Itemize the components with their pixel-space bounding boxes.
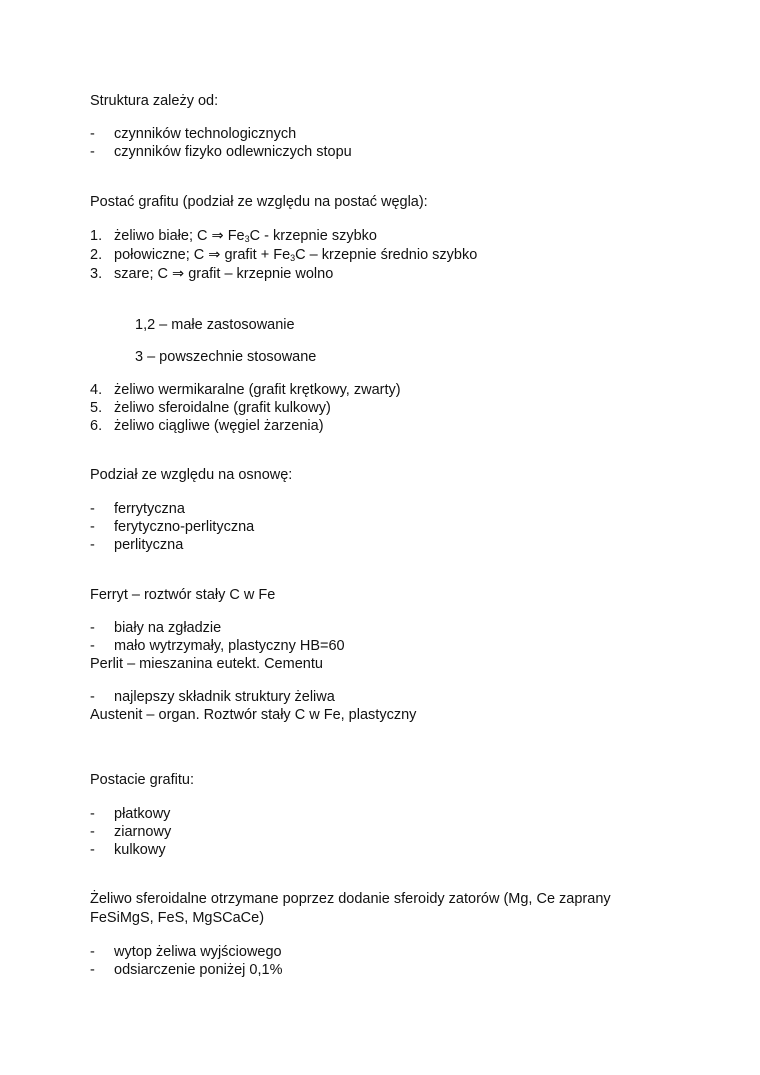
note-line: 1,2 – małe zastosowanie [135,317,295,333]
note-line: 3 – powszechnie stosowane [135,349,317,365]
paragraph-zeliwo-sferoidalne-cont: FeSiMgS, FeS, MgSCaCe) [90,910,265,926]
document-page: Struktura zależy od: - czynników technologicznych - czynników fizyko odlewniczych stopu Postać grafitu (podział ze względu na postać węgla): 1. żeliwo białe; C ⇒ $Fe_3C$ - krzepnie szybko 2. połowiczne; C ⇒ grafit + $Fe_3C$ – krzepnie średnio szybko 3. szare; C ⇒ grafit – krzepnie wolno 1,2 – małe zastosowanie 3 – powszechnie stosowane 4. żeliwo wermikaralne (grafit krętkowy, zwarty) 5. żeliwo sferoidalne (grafit kulkowy) 6. żeliwo ciągliwe (węgiel żarzenia) Podział ze względu na osnowę: - ferrytyczna - ferytyczno-perlityczna - perlityczna Ferryt – roztwór stały C w Fe - biały na zgładzie - mało wytrzymały, plastyczny HB=60 Perlit – mieszanina eutekt. Cementu - najlepszy składnik struktury żeliwa Austenit – organ. Roztwór stały C w Fe, plastyczny Postacie grafitu: - płatkowy - ziarnowy - kulkowy Żeliwo sferoidalne otrzymane poprzez dodanie sferoidy zatorów (Mg, Ce zaprany FeSiMgS, FeS, MgSCaCe) - wytop żeliwa wyjściowego - odsiarczenie poniżej 0,1% [90,93,611,978]
heading-struktura: Struktura zależy od: [90,93,219,109]
austenit-line: Austenit – organ. Roztwór stały C w Fe, plastyczny [90,707,417,723]
heading-postacie-grafitu: Postacie grafitu: [90,772,194,788]
heading-ferryt: Ferryt – roztwór stały C w Fe [90,587,276,603]
perlit-line: Perlit – mieszanina eutekt. Cementu [90,656,323,672]
heading-postac-grafitu: Postać grafitu (podział ze względu na postać węgla): [90,194,428,210]
paragraph-zeliwo-sferoidalne: Żeliwo sferoidalne otrzymane poprzez dodanie sferoidy zatorów (Mg, Ce zaprany [90,891,611,907]
heading-podzial-osnowa: Podział ze względu na osnowę: [90,467,293,483]
